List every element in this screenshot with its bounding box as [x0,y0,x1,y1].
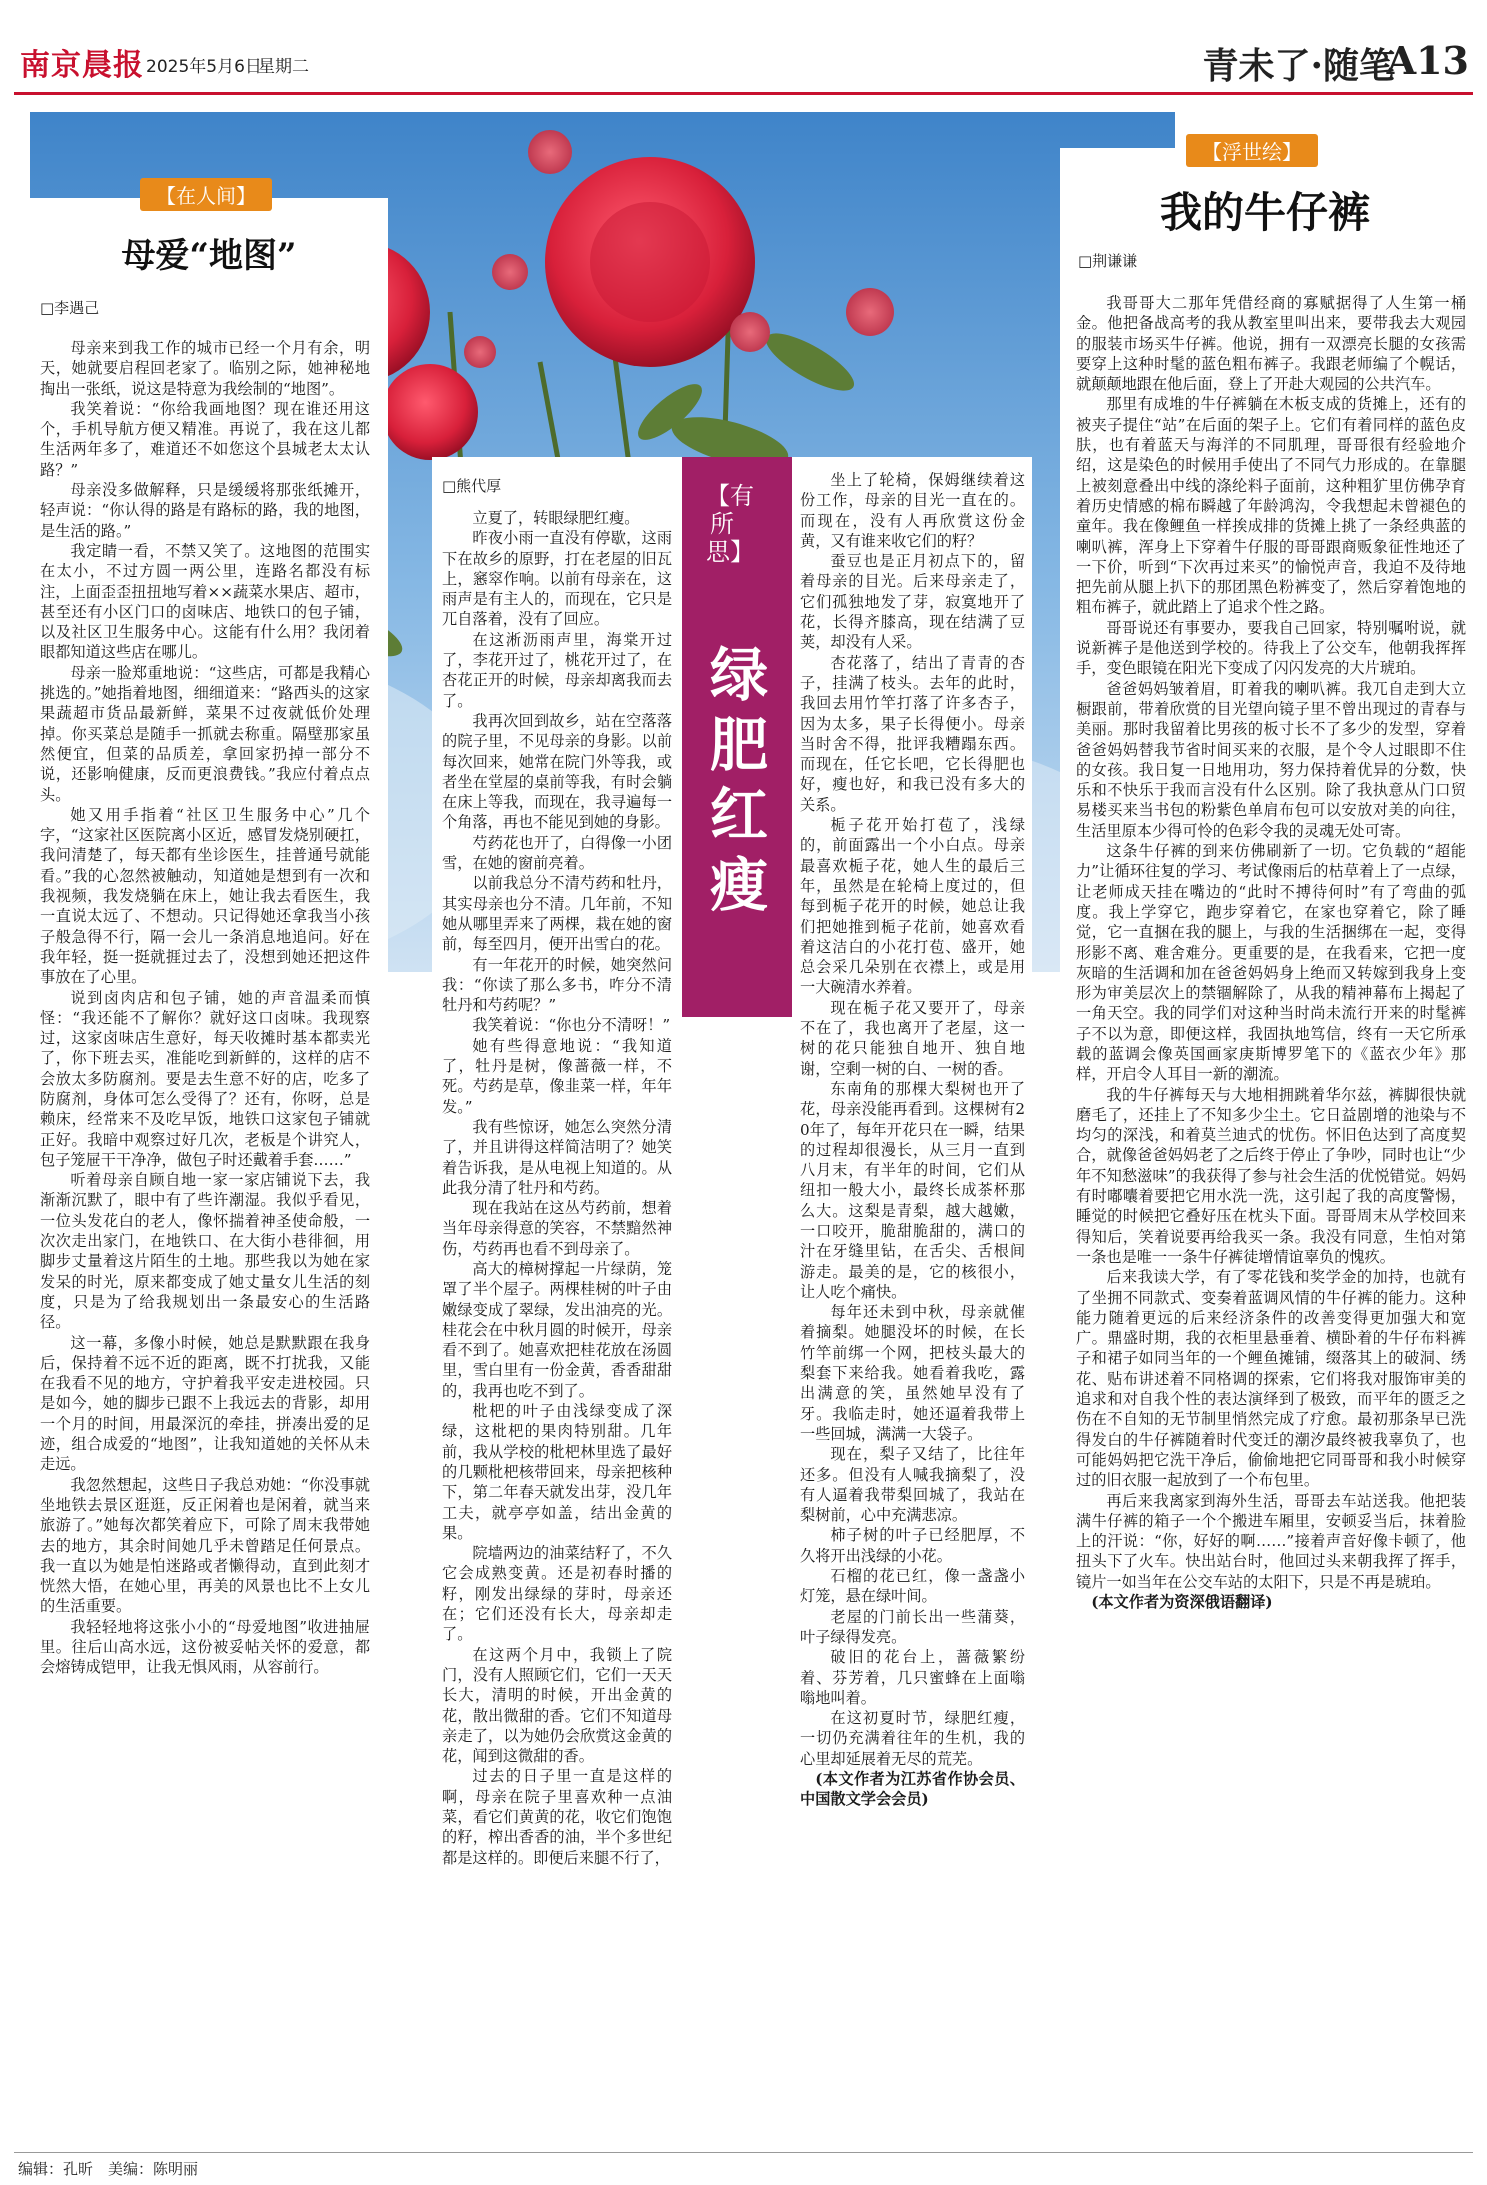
middle-article-byline: □熊代厚 [442,477,502,495]
paragraph: 昨夜小雨一直没有停歇，这雨下在故乡的原野，打在老屋的旧瓦上，窸窣作响。以前有母亲在，这雨声是有主人的，而现在，它只是兀自落着，没有了回应。 [442,529,672,629]
paragraph: 她有些得意地说：“我知道了，牡丹是树，像蔷薇一样，不死。芍药是草，像韭菜一样，年年发。” [442,1036,672,1116]
paragraph: 现在，梨子又结了，比往年还多。但没有人喊我摘梨了，没有人逼着我带梨回城了，我站在梨树前，心中充满悲凉。 [800,1445,1025,1525]
paragraph: 每年还未到中秋，母亲就催着摘梨。她腿没坏的时候，在长竹竿前绑一个网，把枝头最大的梨套下来给我。她看着我吃，露出满意的笑，虽然她早没有了牙。我临走时，她还逼着我带上一些回城，满满一大袋子。 [800,1303,1025,1443]
paragraph: 东南角的那棵大梨树也开了花，母亲没能再看到。这棵树有20年了，每年开花只在一瞬，结果的过程却很漫长，从三月一直到八月末，有半年的时间，它们从纽扣一般大小，最终长成茶杯那么大。这梨是青梨，越大越嫩，一口咬开，脆甜脆甜的，满口的汁在牙缝里钻，在舌尖、舌根间游走。最美的是，它的核很小，让人吃个痛快。 [800,1079,1025,1301]
paragraph: 破旧的花台上，蔷薇繁纷着、芬芳着，几只蜜蜂在上面嗡嗡地叫着。 [800,1648,1025,1707]
paragraph: 我轻轻地将这张小小的“母爱地图”收进抽屉里。往后山高水远，这份被妥帖关怀的爱意，都会熔铸成铠甲，让我无惧风雨，从容前行。 [40,1617,370,1677]
paragraph: 老屋的门前长出一些蒲葵，叶子绿得发亮。 [800,1607,1025,1646]
middle-article-title: 绿肥红瘦 [709,641,768,919]
right-article-byline: □荆谦谦 [1078,252,1138,270]
issue-date: 2025年5月6日 [146,57,262,77]
paragraph: 院墙两边的油菜结籽了，不久它会成熟变黄。还是初春时播的籽，刚发出绿绿的芽时，母亲还在；它们还没有长大，母亲却走了。 [442,1544,672,1644]
paragraph: 在这初夏时节，绿肥红瘦，一切仍充满着往年的生机，我的心里却延展着无尽的荒芜。 [800,1709,1025,1768]
left-article-body [40,338,370,1678]
paragraph: 石榴的花已红，像一盏盏小灯笼，悬在绿叶间。 [800,1567,1025,1606]
footer-rule [14,2152,1473,2153]
left-article-title: 母爱“地图” [121,236,297,276]
paragraph: 杏花落了，结出了青青的杏子，挂满了枝头。去年的此时，我回去用竹竿打落了许多杏子，因为太多，果子长得便小。母亲当时舍不得，批评我糟蹋东西。而现在，任它长吧，它长得肥也好，瘦也好，和我已没有多大的关系。 [800,653,1025,814]
paragraph: 在这淅沥雨声里，海棠开过了，李花开过了，桃花开过了，在杏花正开的时候，母亲却离我而去了。 [442,630,672,710]
paragraph: 栀子花开始打苞了，浅绿的，前面露出一个小白点。母亲最喜欢栀子花，她人生的最后三年，虽然是在轮椅上度过的，但每到栀子花开的时候，她总让我们把她推到栀子花前，她喜欢看着这洁白的小花打苞、盛开，她总会采几朵别在衣襟上，或是用一大碗清水养着。 [800,816,1025,997]
paragraph: 枇杷的叶子由浅绿变成了深绿，这枇杷的果肉特别甜。几年前，我从学校的枇杷林里选了最好的几颗枇杷核带回来，母亲把核种下，第二年春天就发出芽，没几年工夫，就亭亭如盖，结出金黄的果。 [442,1402,672,1542]
paragraph: 柿子树的叶子已经肥厚，不久将开出浅绿的小花。 [800,1526,1025,1565]
paragraph: 坐上了轮椅，保姆继续着这份工作，母亲的目光一直在的。而现在，没有人再欣赏这份金黄，又有谁来收它们的籽？ [800,471,1025,550]
left-article-byline: □李遇己 [40,299,100,317]
paragraph: 这条牛仔裤的到来仿佛刷新了一切。它负载的“超能力”让循环往复的学习、考试像雨后的枯草着上了一点绿，让老师成天挂在嘴边的“此时不搏待何时”有了弯曲的弧度。我上学穿它，跑步穿着它，在家也穿着它，除了睡觉，它一直捆在我的腿上，与我的生活捆绑在一起，变得形影不离、难舍难分。更重要的是，在我看来，它把一度灰暗的生活调和加在爸爸妈妈身上绝而又转嫁到我身上变形为审美层次上的禁锢解除了，从我的精神幕布上揭起了一角天空。我的同学们对这种当时尚未流行开来的时髦裤子不以为意，即便这样，我固执地笃信，终有一天它所承载的蓝调会像英国画家庚斯博罗笔下的《蓝衣少年》那样，开启令人耳目一新的潮流。 [1076,842,1466,1084]
right-column-tag: 【浮世绘】 [1186,134,1318,167]
page-number: A13 [1386,38,1469,83]
paragraph: 她又用手指着“社区卫生服务中心”几个字，“这家社区医院离小区近，感冒发烧别硬扛，我问清楚了，每天都有坐诊医生，挂普通号就能看。”我的心忽然被触动，知道她是想到有一次和我视频，我发烧躺在床上，她让我去看医生，我一直说太远了、不想动。只记得她还拿我当小孩子般急得不行，隔一会儿一条消息地追问。好在我年轻，挺一挺就捱过去了，没想到她还把这件事放在了心里。 [40,805,370,987]
paragraph: 我忽然想起，这些日子我总劝她：“你没事就坐地铁去景区逛逛，反正闲着也是闲着，就当来旅游了。”她每次都笑着应下，可除了周末我带她去的地方，其余时间她几乎未曾踏足任何景点。我一直以为她是怕迷路或者懒得动，直到此刻才恍然大悟，在她心里，再美的风景也比不上女儿的生活重要。 [40,1475,370,1616]
paragraph: 哥哥说还有事要办，要我自己回家，特别嘱咐说，就说新裤子是他送到学校的。待我上了公交车，他朝我挥挥手，变色眼镜在阳光下变成了闪闪发亮的大片琥珀。 [1076,618,1466,678]
paragraph: 我再次回到故乡，站在空落落的院子里，不见母亲的身影。以前每次回来，她常在院门外等我，或者坐在堂屋的桌前等我，有时会躺在床上等我，而现在，我寻遍每一个角落，再也不能见到她的身影。 [442,711,672,832]
paragraph: 那里有成堆的牛仔裤躺在木板支成的货摊上，还有的被夹子提住“站”在后面的架子上。它们有着同样的蓝色皮肤，也有着蓝天与海洋的不同肌理，哥哥很有经验地介绍，这是染色的时候用手使出了不同气力形成的。在靠腿上被刻意叠出中线的涤纶料子面前，这种粗犷里仿佛孕育着历史情感的棉布瞬越了年龄鸿沟，令我想起未曾褪色的童年。我在像鲤鱼一样挨成排的货摊上挑了一条经典蓝的喇叭裤，浑身上下穿着牛仔服的哥哥跟商贩象征性地还了一下价，听到“下次再过来买”的愉悦声音，我迫不及待地把先前从腿上扒下的那团黑色粉裤变了，然后穿着饱地的粗布裤子，就此踏上了追求个性之路。 [1076,395,1466,617]
paragraph: 在这两个月中，我锁上了院门，没有人照顾它们，它们一天天长大，清明的时候，开出金黄的花，散出微甜的香。它们不知道母亲走了，以为她仍会欣赏这金黄的花，闻到这微甜的香。 [442,1645,672,1766]
paragraph: 现在我站在这丛芍药前，想着当年母亲得意的笑容，不禁黯然神伤，芍药再也看不到母亲了。 [442,1199,672,1258]
paragraph: 我的牛仔裤每天与大地相拥跳着华尔兹，裤脚很快就磨毛了，还挂上了不知多少尘土。它日益剧增的池染与不均匀的深浅，和着莫兰迪式的忧伤。怀旧色达到了高度契合，就像爸爸妈妈老了之后终于停止了争吵，同时也让“少年不知愁滋味”的我获得了参与社会生活的优悦错觉。妈妈有时嘟囔着要把它用水洗一洗，这引起了我的高度警惕，睡觉的时候把它叠好压在枕头下面。哥哥周末从学校回来得知后，笑着说要再给我买一条。我没有同意，生怕对第一条也是唯一一条牛仔裤徒增情谊辜负的愧疚。 [1076,1085,1466,1266]
paragraph: 立夏了，转眼绿肥红瘦。 [472,509,640,527]
paragraph: 后来我读大学，有了零花钱和奖学金的加持，也就有了坐拥不同款式、变奏着蓝调风情的牛仔裤的能力。这种能力随着更远的后来经济条件的改善变得更加强大和宽广。鼎盛时期，我的衣柜里悬垂着、横卧着的牛仔布料裤子和裙子如同当年的一个鲤鱼摊铺，缀落其上的破洞、绣花、贴布讲述着不同格调的探索，它们将我对服饰审美的追求和对自我个性的表达演绎到了极致，而平年的匮乏之伤在不自知的无节制里悄然完成了疗愈。最初那条早已洗得发白的牛仔裤随着时代变迁的潮汐最终被我辜负了，也可能妈妈把它洗干净后，偷偷地把它同哥哥和我小时候穿过的旧衣服一起放到了一个布包里。 [1076,1268,1466,1490]
paragraph: 以前我总分不清芍药和牡丹，其实母亲也分不清。几年前，不知她从哪里弄来了两棵，栽在她的窗前，每至四月，便开出雪白的花。 [442,874,672,954]
issue-weekday: 星期二 [258,57,309,77]
section-title: 青未了·随笔 [1202,45,1395,87]
paragraph: 听着母亲自顾自地一家一家店铺说下去，我渐渐沉默了，眼中有了些许潮湿。我似乎看见，一位头发花白的老人，像怀揣着神圣使命般，一次次走出家门，在地铁口、在大街小巷徘徊，用脚步丈量着这片陌生的土地。那些我以为她在家发呆的时光，原来都变成了她丈量女儿生活的刻度，只是为了给我规划出一条最安心的生活路径。 [40,1171,370,1332]
paragraph: 我有些惊讶，她怎么突然分清了，并且讲得这样简洁明了？她笑着告诉我，是从电视上知道的。从此我分清了牡丹和芍药。 [442,1117,672,1197]
right-article-title: 我的牛仔裤 [1159,188,1370,237]
paragraph: 我笑着说：“你给我画地图？现在谁还用这个，手机导航方便又精准。再说了，我在这儿都生活两年多了，难道还不如您这个县城老太太认路？” [40,399,370,479]
masthead-rule [14,92,1473,95]
paragraph: 我哥哥大二那年凭借经商的寡赋据得了人生第一桶金。他把备战高考的我从教室里叫出来，要带我去大观园的服装市场买牛仔裤。他说，拥有一双漂亮长腿的女孩需要穿上这种时髦的蓝色粗布裤子。我跟老师编了个幌话，就颠颠地跟在他后面，登上了开赴大观园的公共汽车。 [1076,294,1466,394]
paragraph: 母亲来到我工作的城市已经一个月有余，明天，她就要启程回老家了。临别之际，她神秘地掏出一张纸，说这是特意为我绘制的“地图”。 [40,339,370,398]
paragraph: 说到卤肉店和包子铺，她的声音温柔而慎怪：“我还能不了解你？就好这口卤味。我现察过，这家卤味店生意好，每天收摊时基本都卖光了，你下班去买，准能吃到新鲜的，这样的店不会放太多防腐剂。要是去生意不好的店，吃多了防腐剂，身体可怎么受得了？还有，你呀，总是赖床，经常来不及吃早饭，地铁口这家包子铺就正好。我暗中观察过好几次，老板是个讲究人，包子笼屉干干净净，做包子时还戴着手套……” [40,988,370,1169]
paragraph: 爸爸妈妈皱着眉，盯着我的喇叭裤。我兀自走到大立橱跟前，带着欣赏的目光望向镜子里不曾出现过的青春与美丽。那时我留着比男孩的板寸长不了多少的发型，穿着爸爸妈妈替我节省时间买来的衣服，是个令人过眼即不住的女孩。我日复一日地用功，努力保持着优异的分数，快乐和不快乐于我而言没有什么区别。除了我执意从门口贸易楼买来当书包的粉紫色单肩布包可以安放对美的向往，生活里原本少得可怜的色彩令我的灵魂无处可寄。 [1076,679,1466,840]
paragraph: 我笑着说：“你也分不清呀！” [472,1016,671,1035]
middle-column-tag: 【有所思】 [706,482,754,566]
paragraph: 这一幕，多像小时候，她总是默默跟在我身后，保持着不远不近的距离，既不打扰我，又能在我看不见的地方，守护着我平安走进校园。只是如今，她的脚步已跟不上我远去的背影，却用一个月的时间，用最深沉的牵挂，拼凑出爱的足迹，组合成爱的“地图”，让我知道她的关怀从未走远。 [40,1333,370,1474]
paragraph: 过去的日子里一直是这样的啊，母亲在院子里喜欢种一点油菜，看它们黄黄的花，收它们饱饱的籽，榨出香香的油，半个多世纪都是这样的。即便后来腿不行了， [442,1767,672,1867]
author-note: (本文作者为资深俄语翻译) [1091,1593,1273,1611]
middle-article-column-2 [800,470,1025,1810]
paragraph: 有一年花开的时候，她突然问我：“你读了那么多书，咋分不清牡丹和芍药呢？” [442,955,672,1015]
paragraph: 高大的樟树撑起一片绿荫，笼罩了半个屋子。两棵桂树的叶子由嫩绿变成了翠绿，发出油亮的光。桂花会在中秋月圆的时候开，母亲看不到了。她喜欢把桂花放在汤圆里，雪白里有一份金黄，香香甜甜的，我再也吃不到了。 [442,1259,672,1400]
paragraph: 现在栀子花又要开了，母亲不在了，我也离开了老屋，这一树的花只能独自地开、独自地谢，空剩一树的白、一树的香。 [800,998,1025,1078]
right-article-body [1076,293,1466,1612]
paragraph: 母亲没多做解释，只是缓缓将那张纸摊开，轻声说：“你认得的路是有路标的路，我的地图，是生活的路。” [40,481,370,540]
paragraph: 母亲一脸郑重地说：“这些店，可都是我精心挑选的。”她指着地图，细细道来：“路西头的这家果蔬超市货品最新鲜，菜果不过夜就低价处理掉。你买菜总是随手一抓就去称重。隔壁那家虽然便宜，但菜的品质差，拿回家扔掉一部分不说，还影响健康，反而更浪费钱。”我应付着点点头。 [40,663,370,804]
paragraph: 蚕豆也是正月初点下的，留着母亲的目光。后来母亲走了，它们孤独地发了芽，寂寞地开了花，长得齐膝高，现在结满了豆荚，却没有人采。 [800,552,1025,652]
middle-article-column-1 [442,508,672,1868]
paragraph: 我定睛一看，不禁又笑了。这地图的范围实在太小，不过方圆一两公里，连路名都没有标注，上面歪歪扭扭地写着××蔬菜水果店、超市，甚至还有小区门口的卤味店、地铁口的包子铺，以及社区卫生服务中心。这能有什么用？我闭着眼都知道这些店在哪儿。 [40,541,370,662]
paragraph: 再后来我离家到海外生活，哥哥去车站送我。他把装满牛仔裤的箱子一个个搬进车厢里，安顿妥当后，抹着脸上的汗说：“你，好好的啊……”接着声音好像卡顿了，他扭头下了火车。快出站台时，他回过头来朝我挥了挥手，镜片一如当年在公交车站的太阳下，只是不再是琥珀。 [1076,1491,1466,1591]
left-column-tag: 【在人间】 [140,178,272,211]
paragraph: 芍药花也开了，白得像一小团雪，在她的窗前亮着。 [442,833,672,873]
author-note: (本文作者为江苏省作协会员、中国散文学会会员) [800,1770,1025,1809]
editor-credits: 编辑：孔昕 美编：陈明丽 [18,2160,199,2178]
newspaper-logo: 南京晨报 [20,48,144,83]
